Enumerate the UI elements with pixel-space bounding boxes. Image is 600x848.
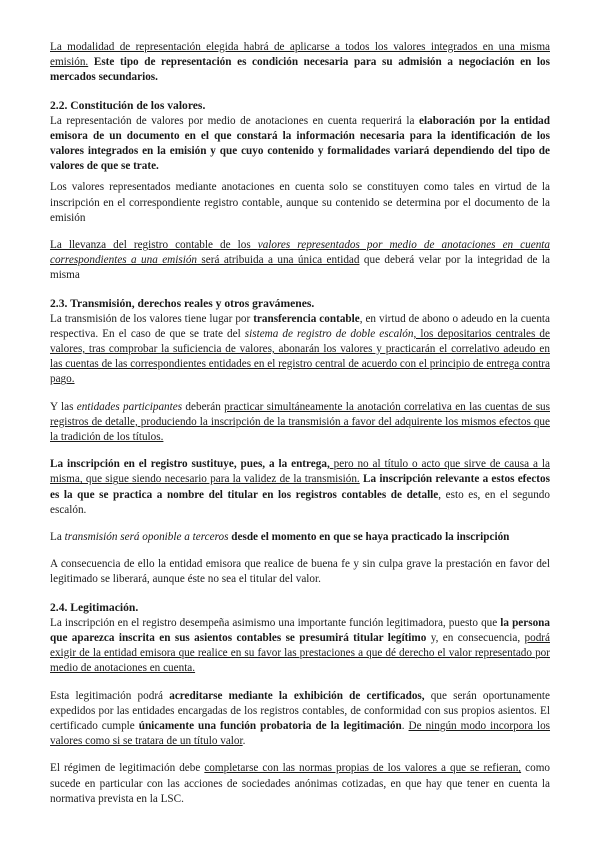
section-2-3-heading: 2.3. Transmisión, derechos reales y otros gravámenes. xyxy=(50,296,315,310)
document-page xyxy=(50,40,550,813)
s24-paragraph-2: Esta legitimación podrá acreditarse mediante la exhibición de certificados, que serán oportunamente expedidos por las entidades encargadas de los registros contables, de conformidad con sus propios asientos. El certificado cumple únicamente una función probatoria de la legitimación. De ningún modo incorpora los valores como si se tratara de un título valor. xyxy=(50,689,551,748)
s22-paragraph-3: La llevanza del registro contable de los valores representados por medio de anotaciones en cuenta correspondientes a una emisión será atribuida a una única entidad que deberá velar por la integridad de la misma xyxy=(50,239,550,282)
s23-paragraph-2: Y las entidades participantes deberán practicar simultáneamente la anotación correlativa en las cuentas de sus registros de detalle, produciendo la inscripción de la transmisión a favor del adquirente los mismos efectos que la tradición de los títulos. xyxy=(50,400,550,444)
section-2-4-heading: 2.4. Legitimación. xyxy=(50,600,139,614)
intro-paragraph xyxy=(50,40,550,86)
s24-paragraph-1: La inscripción en el registro desempeña asimismo una importante función legitimadora, puesto que la persona que aparezca inscrita en sus asientos contables se presumirá titular legítimo y, en consecuencia, podrá exigir de la entidad emisora que realice en su favor las prestaciones a que dé derecho el valor representado por medio de anotaciones en cuenta. xyxy=(50,616,550,675)
s23-paragraph-4: La transmisión será oponible a terceros desde el momento en que se haya practicado la inscripción xyxy=(50,531,510,544)
s23-paragraph-1: La transmisión de los valores tiene lugar por transferencia contable, en virtud de abono o adeudo en la cuenta respectiva. En el caso de que se trate del sistema de registro de doble escalón, los depositarios centrales de valores, tras comprobar la suficiencia de valores, abonarán los valores y practicarán el correlativo adeudo en las cuentas de las correspondientes entidades en el registro central de acuerdo con el principio de entrega contra pago. xyxy=(50,312,550,386)
s23-paragraph-3: La inscripción en el registro sustituye, pues, a la entrega, pero no al título o acto que sirve de causa a la misma, que sigue siendo necesario para la validez de la transmisión. La inscripción relevante a estos efectos es la que se practica a nombre del titular en los registros contables de detalle, esto es, en el segundo escalón. xyxy=(50,458,550,516)
intro-underlined: La modalidad de representación elegida habrá de aplicarse a todos los valores integrados en una misma emisión. xyxy=(50,41,550,69)
s24-paragraph-3: El régimen de legitimación debe completarse con las normas propias de los valores a que se refieran, como sucede en particular con las acciones de sociedades anónimas cotizadas, en que hay que tener en cuenta la normativa prevista en la LSC. xyxy=(50,762,550,805)
s22-paragraph-2: Los valores representados mediante anotaciones en cuenta solo se constituyen como tales en virtud de la inscripción en el correspondiente registro contable, aunque su contenido se determina por el documento de la emisión xyxy=(50,181,550,224)
intro-bold: Este tipo de representación es condición necesaria para su admisión a negociación en los mercados secundarios. xyxy=(50,56,550,84)
s22-paragraph-1: La representación de valores por medio de anotaciones en cuenta requerirá la elaboración por la entidad emisora de un documento en el que constará la información necesaria para la identificación de los valores integrados en la emisión y que cuyo contenido y formalidades variará dependiendo del tipo de valores de que se trate. xyxy=(50,114,550,173)
s23-paragraph-5: A consecuencia de ello la entidad emisora que realice de buena fe y sin culpa grave la prestación en favor del legitimado se liberará, aunque éste no sea el titular del valor. xyxy=(50,558,550,586)
section-2-2-heading: 2.2. Constitución de los valores. xyxy=(50,98,206,112)
